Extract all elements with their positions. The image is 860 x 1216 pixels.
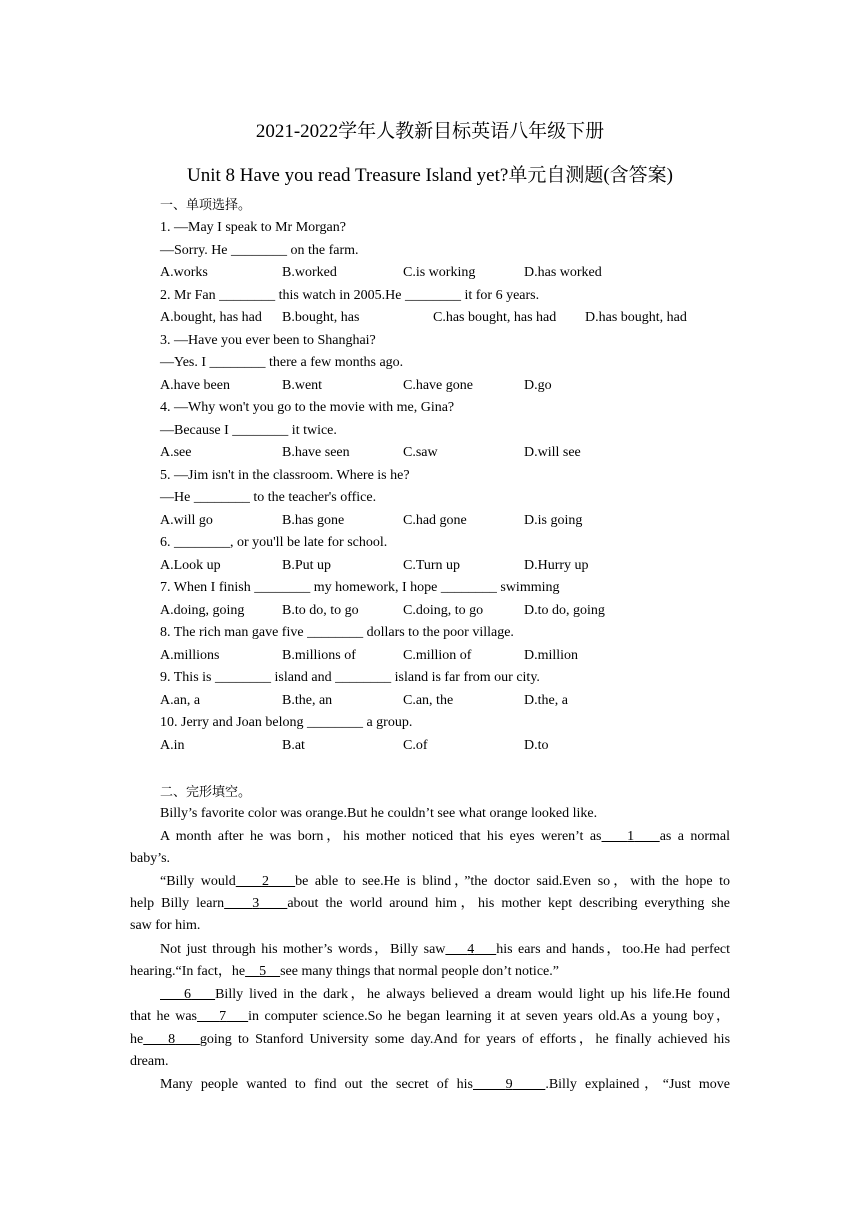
question-stem: 10. Jerry and Joan belong ________ a group. bbox=[160, 715, 413, 730]
answer-option[interactable]: A.works bbox=[160, 265, 208, 280]
answer-option[interactable]: A.in bbox=[160, 737, 185, 753]
answer-option[interactable]: C.has bought, has had bbox=[433, 310, 557, 325]
answer-option[interactable]: D.is going bbox=[524, 512, 583, 528]
cloze-blank-number: 8 bbox=[168, 1032, 176, 1047]
cloze-blank-1[interactable] bbox=[602, 829, 660, 844]
cloze-text: his ears and hands，too.He had perfect bbox=[496, 942, 731, 957]
cloze-line bbox=[130, 986, 730, 1004]
cloze-text: .Billy explained，“Just move bbox=[545, 1077, 731, 1092]
cloze-blank-number: 7 bbox=[219, 1009, 227, 1024]
answer-option[interactable]: C.of bbox=[403, 737, 428, 753]
cloze-blank-6[interactable] bbox=[160, 987, 215, 1002]
cloze-text: dream. bbox=[130, 1054, 169, 1069]
cloze-blank-5[interactable] bbox=[245, 964, 280, 979]
question-stem: 6. ________, or you'll be late for school. bbox=[160, 535, 388, 550]
answer-option[interactable]: D.has bought, had bbox=[585, 310, 687, 325]
cloze-text: be able to see.He is blind，”the doctor said.Even so，with the hope to bbox=[295, 874, 730, 889]
answer-option[interactable]: A.millions bbox=[160, 647, 220, 663]
document-title-line1: 2021-2022学年人教新目标英语八年级下册 bbox=[255, 121, 605, 142]
answer-option[interactable]: C.doing, to go bbox=[403, 602, 484, 618]
question-reply: —Sorry. He ________ on the farm. bbox=[160, 242, 359, 258]
answer-option[interactable]: A.have been bbox=[160, 377, 230, 393]
answer-option[interactable]: A.bought, has had bbox=[160, 310, 262, 325]
document-title-line2: Unit 8 Have you read Treasure Island yet?单元自测题(含答案) bbox=[187, 165, 673, 186]
cloze-text: in computer science.So he began learning it at seven years old.As a young boy， bbox=[248, 1009, 731, 1024]
cloze-text: help Billy learn bbox=[130, 896, 225, 911]
cloze-text: Many people wanted to find out the secret of his bbox=[160, 1077, 473, 1092]
cloze-blank-number: 1 bbox=[627, 829, 635, 844]
question-stem: 1. —May I speak to Mr Morgan? bbox=[160, 220, 346, 235]
answer-option[interactable]: B.Put up bbox=[282, 557, 332, 573]
answer-option[interactable]: C.Turn up bbox=[403, 557, 461, 573]
cloze-line bbox=[130, 963, 559, 981]
cloze-text: saw for him. bbox=[130, 918, 201, 933]
cloze-blank-number: 9 bbox=[505, 1077, 513, 1092]
cloze-blank-4[interactable] bbox=[445, 942, 496, 957]
cloze-line bbox=[130, 895, 730, 913]
question-reply: —Yes. I ________ there a few months ago. bbox=[160, 355, 404, 370]
answer-option[interactable]: D.has worked bbox=[524, 265, 602, 280]
answer-option[interactable]: C.an, the bbox=[403, 692, 454, 708]
cloze-blank-number: 3 bbox=[252, 896, 260, 911]
answer-option[interactable]: C.million of bbox=[403, 647, 472, 663]
answer-option[interactable]: B.at bbox=[282, 737, 305, 753]
question-stem: 4. —Why won't you go to the movie with me, Gina? bbox=[160, 400, 455, 415]
answer-option[interactable]: A.will go bbox=[160, 512, 213, 528]
answer-option[interactable]: D.to do, going bbox=[524, 602, 605, 618]
section1-heading: 一、单项选择。 bbox=[160, 198, 252, 213]
answer-option[interactable]: D.to bbox=[524, 737, 549, 753]
cloze-text: that he was bbox=[130, 1009, 198, 1024]
cloze-blank-9[interactable] bbox=[473, 1077, 545, 1092]
cloze-line bbox=[130, 1008, 730, 1026]
cloze-text: A month after he was born，his mother noticed that his eyes weren’t as bbox=[160, 829, 602, 844]
cloze-blank-3[interactable] bbox=[224, 896, 287, 911]
question-stem: 9. This is ________ island and ________ island is far from our city. bbox=[160, 670, 540, 685]
cloze-text: Not just through his mother’s words，Billy saw bbox=[160, 942, 446, 957]
question-stem: 5. —Jim isn't in the classroom. Where is he? bbox=[160, 467, 410, 483]
answer-option[interactable]: D.will see bbox=[524, 445, 581, 460]
answer-option[interactable]: D.go bbox=[524, 377, 552, 393]
cloze-blank-number: 6 bbox=[184, 987, 192, 1002]
cloze-line bbox=[130, 873, 730, 891]
question-reply: —He ________ to the teacher's office. bbox=[160, 490, 377, 505]
answer-option[interactable]: B.went bbox=[282, 377, 323, 393]
answer-option[interactable]: C.saw bbox=[403, 445, 438, 460]
answer-option[interactable]: B.have seen bbox=[282, 445, 350, 460]
question-stem: 3. —Have you ever been to Shanghai? bbox=[160, 332, 376, 348]
answer-option[interactable]: B.millions of bbox=[282, 647, 356, 663]
cloze-line bbox=[130, 1031, 730, 1049]
answer-option[interactable]: B.worked bbox=[282, 265, 337, 280]
cloze-blank-number: 5 bbox=[259, 964, 267, 979]
answer-option[interactable]: B.bought, has bbox=[282, 310, 360, 325]
answer-option[interactable]: A.doing, going bbox=[160, 602, 245, 618]
cloze-line bbox=[130, 1076, 730, 1094]
answer-option[interactable]: B.has gone bbox=[282, 512, 345, 528]
cloze-line bbox=[130, 941, 730, 959]
cloze-blank-7[interactable] bbox=[197, 1009, 248, 1024]
answer-option[interactable]: C.is working bbox=[403, 265, 476, 280]
answer-option[interactable]: A.Look up bbox=[160, 557, 221, 573]
cloze-text: as a normal bbox=[659, 829, 731, 844]
question-stem: 2. Mr Fan ________ this watch in 2005.He ________ it for 6 years. bbox=[160, 287, 540, 303]
cloze-blank-8[interactable] bbox=[143, 1032, 200, 1047]
cloze-line bbox=[130, 828, 730, 846]
answer-option[interactable]: A.see bbox=[160, 445, 192, 460]
question-stem: 7. When I finish ________ my homework, I hope ________ swimming bbox=[160, 580, 560, 595]
answer-option[interactable]: D.million bbox=[524, 647, 579, 663]
answer-option[interactable]: B.to do, to go bbox=[282, 602, 359, 618]
answer-option[interactable]: D.the, a bbox=[524, 692, 568, 708]
question-stem: 8. The rich man gave five ________ dollars to the poor village. bbox=[160, 625, 514, 640]
question-reply: —Because I ________ it twice. bbox=[160, 422, 337, 438]
cloze-text: see many things that normal people don’t notice.” bbox=[280, 964, 559, 979]
cloze-text: hearing.“In fact，he bbox=[130, 964, 246, 979]
answer-option[interactable]: C.had gone bbox=[403, 512, 467, 528]
cloze-blank-2[interactable] bbox=[236, 874, 295, 889]
cloze-text: Billy lived in the dark，he always believed a dream would light up his life.He found bbox=[215, 987, 730, 1002]
cloze-text: going to Stanford University some day.And for years of efforts，he finally achieved his bbox=[199, 1032, 731, 1047]
answer-option[interactable]: A.an, a bbox=[160, 692, 201, 708]
answer-option[interactable]: B.the, an bbox=[282, 692, 333, 708]
cloze-blank-number: 2 bbox=[261, 874, 269, 889]
cloze-text: baby’s. bbox=[130, 851, 171, 866]
cloze-text: “Billy would bbox=[160, 874, 236, 889]
cloze-text: about the world around him，his mother kept describing everything she bbox=[287, 896, 731, 911]
cloze-paragraph-1: Billy’s favorite color was orange.But he couldn’t see what orange looked like. bbox=[160, 806, 598, 821]
answer-option[interactable]: C.have gone bbox=[403, 377, 473, 393]
answer-option[interactable]: D.Hurry up bbox=[524, 557, 589, 573]
cloze-blank-number: 4 bbox=[467, 942, 475, 957]
section2-heading: 二、完形填空。 bbox=[160, 785, 252, 800]
cloze-text: he bbox=[130, 1032, 144, 1047]
